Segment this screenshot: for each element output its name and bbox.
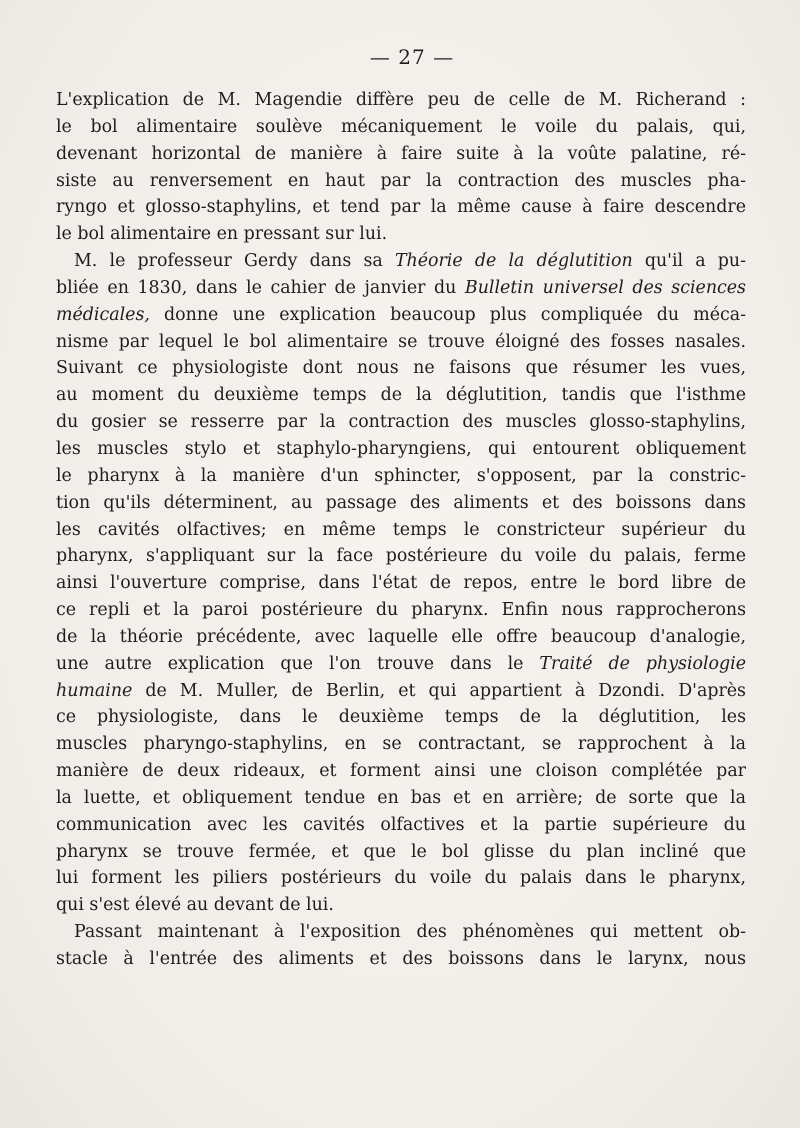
body-text: [56, 87, 746, 973]
italic-title-run: médicales,: [56, 304, 150, 325]
italic-title-run: Bulletin universel des sciences: [464, 277, 746, 298]
text-line: de la théorie précédente, avec laquelle elle offre beaucoup d'analogie,: [56, 626, 746, 647]
text-line: manière de deux rideaux, et forment ainsi une cloison complétée par: [56, 761, 746, 782]
italic-title-run: Théorie de la déglutition: [394, 251, 633, 272]
text-line: ce physiologiste, dans le deuxième temps de la déglutition, les: [56, 707, 746, 728]
text-line: [56, 302, 746, 329]
text-line: stacle à l'entrée des aliments et des boissons dans le larynx, nous: [56, 949, 746, 969]
text-line: [56, 651, 746, 678]
text-run: bliée en 1830, dans le cahier de janvier du: [56, 277, 465, 298]
text-line: muscles pharyngo-staphylins, en se contractant, se rapprochent à la: [56, 734, 746, 755]
text-run: de M. Muller, de Berlin, et qui appartient à Dzondi. D'après: [132, 680, 746, 701]
text-line: ce repli et la paroi postérieure du pharynx. Enfin nous rapprocherons: [56, 600, 746, 621]
text-line: pharynx se trouve fermée, et que le bol glisse du plan incliné que: [56, 841, 746, 862]
text-line: nisme par lequel le bol alimentaire se trouve éloigné des fosses nasales.: [56, 331, 746, 352]
text-line: tion qu'ils déterminent, au passage des aliments et des boissons dans: [56, 492, 746, 513]
text-line: ryngo et glosso-staphylins, et tend par la même cause à faire descendre: [56, 197, 746, 218]
text-line: lui forment les piliers postérieurs du voile du palais dans le pharynx,: [56, 868, 746, 889]
text-line: du gosier se resserre par la contraction des muscles glosso-staphylins,: [56, 412, 746, 433]
italic-title-run: Traité de physiologie: [539, 653, 746, 674]
text-line: [56, 275, 746, 302]
text-line: Passant maintenant à l'exposition des phénomènes qui mettent ob-: [74, 922, 746, 943]
text-line: ainsi l'ouverture comprise, dans l'état de repos, entre le bord libre de: [56, 573, 746, 594]
text-line: [56, 678, 746, 705]
text-run: qu'il a pu-: [632, 251, 746, 272]
text-run: M. le professeur Gerdy dans sa: [74, 251, 395, 272]
text-run: donne une explication beaucoup plus compliquée du méca-: [149, 304, 746, 325]
text-line: devenant horizontal de manière à faire suite à la voûte palatine, ré-: [56, 143, 746, 164]
text-line: au moment du deuxième temps de la déglutition, tandis que l'isthme: [56, 385, 746, 406]
text-run: une autre explication que l'on trouve dans le: [56, 653, 540, 674]
text-line: les cavités olfactives; en même temps le constricteur supérieur du: [56, 519, 746, 540]
text-line: le bol alimentaire soulève mécaniquement le voile du palais, qui,: [56, 116, 746, 137]
text-line: siste au renversement en haut par la contraction des muscles pha-: [56, 170, 746, 191]
text-line: [56, 248, 746, 275]
italic-title-run: humaine: [56, 680, 133, 701]
text-line: L'explication de M. Magendie diffère peu de celle de M. Richerand :: [56, 90, 746, 110]
text-line: pharynx, s'appliquant sur la face postérieure du voile du palais, ferme: [56, 546, 746, 567]
text-line: les muscles stylo et staphylo-pharyngiens, qui entourent obliquement: [56, 438, 746, 459]
text-line: le bol alimentaire en pressant sur lui.: [56, 224, 388, 245]
text-line: le pharynx à la manière d'un sphincter, s'opposent, par la constric-: [56, 465, 746, 486]
text-line: communication avec les cavités olfactives et la partie supérieure du: [56, 814, 746, 835]
text-line: Suivant ce physiologiste dont nous ne faisons que résumer les vues,: [56, 358, 746, 379]
page-number: — 27 —: [369, 45, 455, 69]
text-line: la luette, et obliquement tendue en bas et en arrière; de sorte que la: [56, 787, 746, 808]
text-line: qui s'est élevé au devant de lui.: [56, 895, 334, 916]
